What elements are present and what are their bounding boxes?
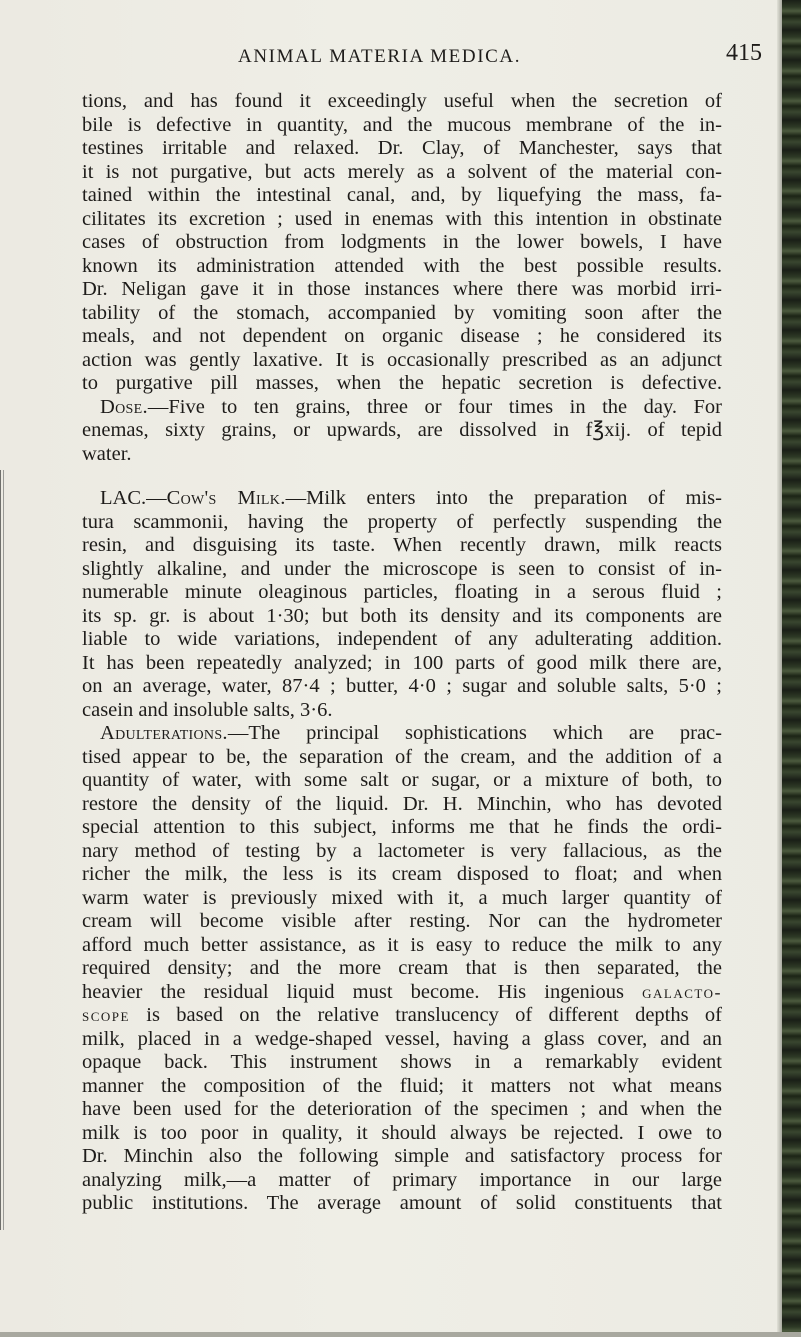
text-line: restore the density of the liquid. Dr. H. Minchin, who has devoted <box>82 792 722 815</box>
text-line: tura scammonii, having the property of perfectly suspending the <box>82 510 722 533</box>
text-line: warm water is previously mixed with it, a much larger quantity of <box>82 886 722 909</box>
text-line: Dr. Neligan gave it in those instances where there was morbid irri- <box>82 278 722 300</box>
text-line: quantity of water, with some salt or sugar, or a mixture of both, to <box>82 769 722 791</box>
lac-title: Cow's Milk. <box>166 487 286 509</box>
text-line: casein and insoluble salts, 3·6. <box>82 698 333 721</box>
dose-label: Dose. <box>100 395 148 418</box>
adulterations-heading-line <box>82 722 722 746</box>
adulterations-text: —The principal sophistications which are prac- <box>227 722 722 744</box>
text-line: bile is defective in quantity, and the mucous membrane of the in- <box>82 113 722 136</box>
dose-text: —Five to ten grains, three or four times in the day. For <box>147 395 722 418</box>
lac-dash: — <box>146 487 167 509</box>
text-line: on an average, water, 87·4 ; butter, 4·0 ; sugar and soluble salts, 5·0 ; <box>82 675 722 697</box>
text-line: nary method of testing by a lactometer is very fallacious, as the <box>82 839 722 862</box>
text-line: known its administration attended with the best possible results. <box>82 254 722 277</box>
section-lac <box>82 487 722 1216</box>
lac-label: LAC. <box>100 487 147 509</box>
scope-line <box>82 1004 722 1028</box>
text-line: enemas, sixty grains, or upwards, are dissolved in f℥xij. of tepid <box>82 419 722 441</box>
page-number: 415 <box>726 40 762 66</box>
page-bottom-edge <box>0 1332 801 1337</box>
text-line: richer the milk, the less is its cream disposed to float; and when <box>82 863 722 885</box>
text-line: manner the composition of the fluid; it matters not what means <box>82 1074 722 1097</box>
galactoscope-term: galacto- <box>642 981 722 1002</box>
text-line: its sp. gr. is about 1·30; but both its density and its components are <box>82 604 722 627</box>
lac-text: —Milk enters into the preparation of mis- <box>285 487 722 509</box>
text-line: slightly alkaline, and under the microscope is seen to consist of in- <box>82 557 722 580</box>
galactoscope-term-cont: scope <box>82 1005 130 1025</box>
adulterations-label: Adulterations. <box>100 722 228 744</box>
page-left-edge <box>0 470 6 1230</box>
text-line: resin, and disguising its taste. When recently drawn, milk reacts <box>82 534 722 556</box>
text-line: afford much better assistance, as it is easy to reduce the milk to any <box>82 933 722 956</box>
dose-line <box>82 396 722 420</box>
text-line: opaque back. This instrument shows in a remarkably evident <box>82 1051 722 1073</box>
text-line: testines irritable and relaxed. Dr. Clay, of Manchester, says that <box>82 137 722 159</box>
text-span: is based on the relative translucency of different depths of <box>129 1004 722 1026</box>
text-line: to purgative pill masses, when the hepatic secretion is defective. <box>82 372 722 394</box>
text-line: liable to wide variations, independent of any adulterating addition. <box>82 628 722 650</box>
text-line: It has been repeatedly analyzed; in 100 parts of good milk there are, <box>82 651 722 674</box>
text-line: cilitates its excretion ; used in enemas with this intention in obstinate <box>82 207 722 230</box>
text-line: special attention to this subject, informs me that he finds the ordi- <box>82 816 722 838</box>
text-line: required density; and the more cream that is then separated, the <box>82 957 722 979</box>
text-line: cases of obstruction from lodgments in the lower bowels, I have <box>82 231 722 253</box>
running-title: ANIMAL MATERIA MEDICA. <box>238 46 522 67</box>
book-binding-edge <box>782 0 801 1337</box>
galactoscope-line <box>82 981 722 1005</box>
lac-heading-line <box>82 487 722 511</box>
text-line: milk, placed in a wedge-shaped vessel, having a glass cover, and an <box>82 1027 722 1050</box>
text-line: tised appear to be, the separation of the cream, and the addition of a <box>82 745 722 768</box>
paragraph-continuation <box>82 90 722 466</box>
text-line: action was gently laxative. It is occasionally prescribed as an adjunct <box>82 348 722 371</box>
text-line: numerable minute oleaginous particles, floating in a serous fluid ; <box>82 581 722 603</box>
text-line: cream will become visible after resting. Nor can the hydrometer <box>82 910 722 932</box>
text-line: tained within the intestinal canal, and, by liquefying the mass, fa- <box>82 184 722 206</box>
text-line: public institutions. The average amount of solid constituents that <box>82 1192 722 1214</box>
text-line: tability of the stomach, accompanied by vomiting soon after the <box>82 301 722 324</box>
text-line: water. <box>82 442 132 465</box>
text-line: tions, and has found it exceedingly useful when the secretion of <box>82 90 722 112</box>
text-span: heavier the residual liquid must become. His ingenious <box>82 980 643 1003</box>
text-line: Dr. Minchin also the following simple and satisfactory process for <box>82 1145 722 1167</box>
text-line: analyzing milk,—a matter of primary importance in our large <box>82 1168 722 1191</box>
text-line: milk is too poor in quality, it should always be rejected. I owe to <box>82 1121 722 1144</box>
text-line: it is not purgative, but acts merely as a solvent of the material con- <box>82 160 722 183</box>
text-line: have been used for the deterioration of the specimen ; and when the <box>82 1098 722 1120</box>
text-line: meals, and not dependent on organic disease ; he considered its <box>82 325 722 347</box>
